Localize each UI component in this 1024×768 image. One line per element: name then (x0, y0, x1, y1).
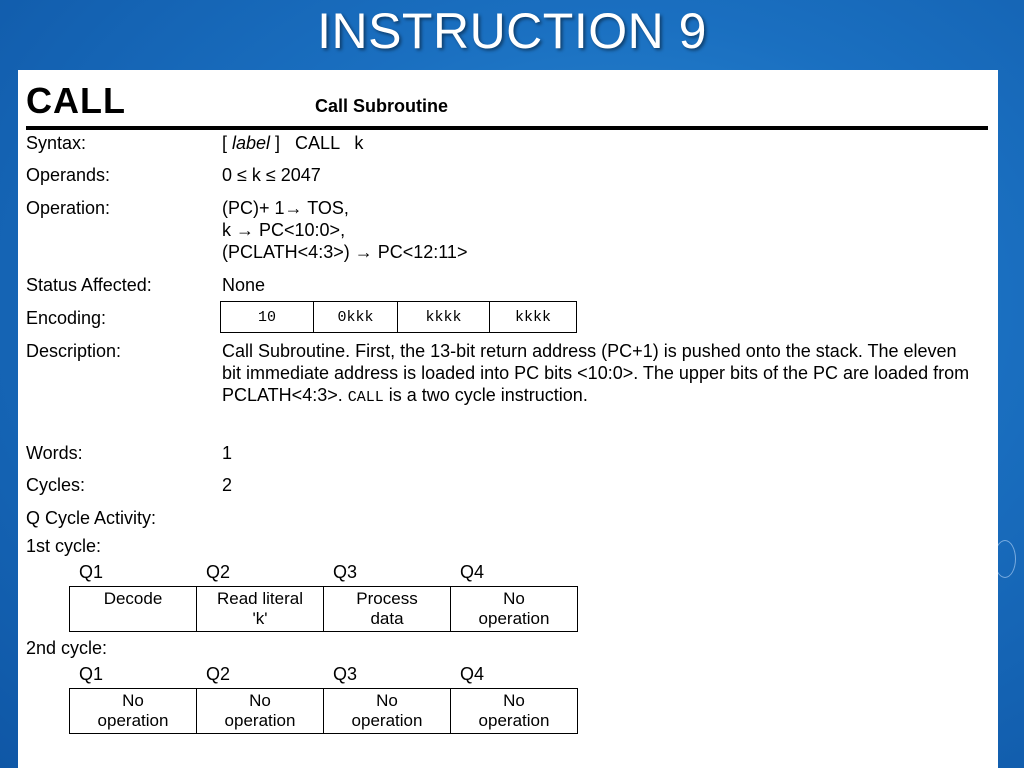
cycle2-cell (197, 689, 324, 734)
description-label: Description: (26, 341, 122, 361)
cycle2-q-header: Q1 (79, 664, 104, 684)
cycle2-q-header: Q2 (206, 664, 231, 684)
description-text (222, 340, 972, 409)
cell-line: data (370, 609, 404, 628)
encoding-label: Encoding: (26, 308, 107, 328)
cycle2-q-header: Q3 (333, 664, 358, 684)
cell-line: Read literal (217, 589, 303, 608)
cell-line: No (249, 691, 271, 710)
syntax-value (222, 132, 363, 154)
cell-line: No (122, 691, 144, 710)
operation-line: (PC)+ 1→ TOS, (222, 198, 349, 218)
cycle2-cell (324, 689, 451, 734)
cycle1-label: 1st cycle: (26, 536, 102, 556)
cycle2-table (69, 688, 578, 734)
cell-line: operation (478, 711, 550, 730)
cell-line: operation (478, 609, 550, 628)
cycles-value: 2 (222, 475, 233, 495)
cycle1-cell (197, 587, 324, 632)
operands-label: Operands: (26, 165, 111, 185)
status-label: Status Affected: (26, 275, 152, 295)
operation-line: k → PC<10:0>, (222, 220, 346, 240)
cell-line: Decode (103, 589, 163, 608)
description-code: CALL (347, 389, 384, 406)
cycle2-q-header: Q4 (460, 664, 485, 684)
instruction-header (26, 76, 988, 128)
encoding-cell: kkkk (398, 302, 490, 333)
cell-line: No (503, 691, 525, 710)
header-divider (26, 126, 988, 130)
cell-line: operation (224, 711, 296, 730)
syntax-label: Syntax: (26, 133, 87, 153)
syntax-open-bracket: [ (222, 133, 233, 153)
words-value: 1 (222, 443, 233, 463)
encoding-cell: 0kkk (314, 302, 398, 333)
qcycle-label: Q Cycle Activity: (26, 508, 157, 528)
cycle2-cell (451, 689, 578, 734)
cycle1-q-header: Q1 (79, 562, 104, 582)
status-value: None (222, 275, 266, 295)
words-label: Words: (26, 443, 83, 463)
slide-title: INSTRUCTION 9 (317, 3, 707, 59)
instruction-description-title: Call Subroutine (315, 96, 449, 116)
cell-line: Process (356, 589, 418, 608)
cycle2-cell (70, 689, 197, 734)
cycle1-cell (70, 587, 197, 632)
cycle1-cell (451, 587, 578, 632)
description-end: is a two cycle instruction. (383, 385, 588, 405)
description-body: Call Subroutine. First, the 13-bit return address (PC+1) is pushed onto the stack. The eleven bit immediate address is loaded into PC bits <10:0>. The upper bits of the PC are loaded from PCLATH<4:3>. (222, 341, 970, 405)
operands-value: 0 ≤ k ≤ 2047 (222, 165, 321, 185)
encoding-table (220, 301, 577, 333)
instruction-mnemonic: CALL (26, 80, 126, 121)
operation-label: Operation: (26, 198, 111, 218)
encoding-cell: 10 (221, 302, 314, 333)
cycle1-q-header: Q3 (333, 562, 358, 582)
cycles-label: Cycles: (26, 475, 86, 495)
cycle1-table (69, 586, 578, 632)
syntax-rest: ] CALL k (270, 133, 364, 153)
cycle1-q-header: Q2 (206, 562, 231, 582)
cell-line: operation (351, 711, 423, 730)
cycle1-cell (324, 587, 451, 632)
operation-value (222, 197, 467, 263)
operation-line: (PCLATH<4:3>) → PC<12:11> (222, 242, 468, 262)
syntax-label-token: label (232, 133, 271, 153)
cell-line: 'k' (252, 609, 268, 628)
cycle1-q-header: Q4 (460, 562, 485, 582)
cell-line: operation (97, 711, 169, 730)
instruction-document (18, 70, 998, 768)
cell-line: No (503, 589, 525, 608)
cell-line: No (376, 691, 398, 710)
encoding-cell: kkkk (490, 302, 577, 333)
cycle2-label: 2nd cycle: (26, 638, 108, 658)
